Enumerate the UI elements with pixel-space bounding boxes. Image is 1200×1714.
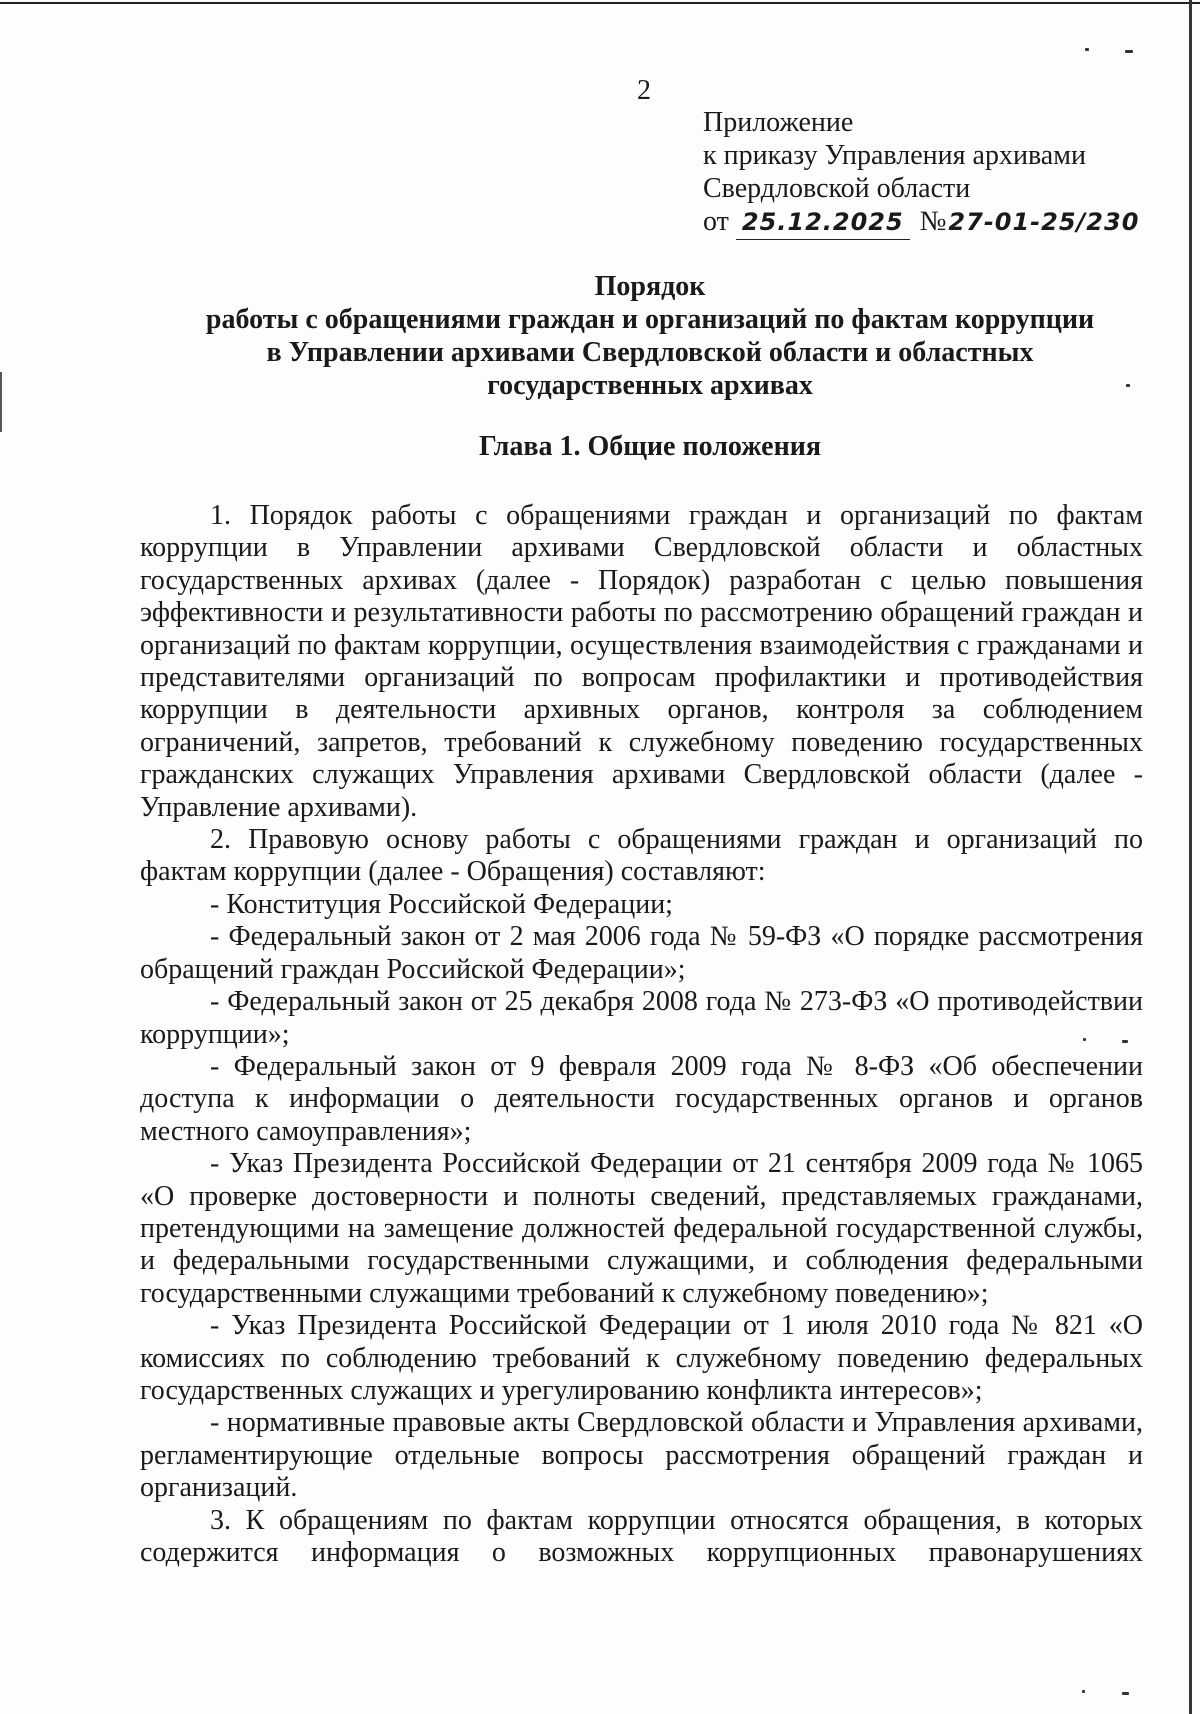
scan-speck [1122,1692,1129,1695]
list-item: - Федеральный закон от 25 декабря 2008 года № 273-ФЗ «О противодействии коррупции»; [140,986,1143,1050]
scan-speck [1085,48,1089,51]
scan-speck [1082,1690,1085,1693]
document-title [120,270,1180,402]
appendix-line: Свердловской области [703,173,971,204]
handwritten-number: 27-01-25/230 [948,208,1140,236]
appendix-line: Приложение [703,107,854,138]
list-item: - Указ Президента Российской Федерации от 1 июля 2010 года № 821 «О комиссиях по соблюдению требований к служебному поведению федеральных государственных служащих и урегулированию конфликта интересов»; [140,1310,1143,1406]
date-prefix: от [703,206,729,237]
paragraph: 1. Порядок работы с обращениями граждан и организаций по фактам коррупции в Управлении архивами Свердловской области и областных государственных архивах (далее - Порядок) разработан с целью повышения эффективности и результативности работы по рассмотрению обращений граждан и организаций по фактам коррупции, осуществления взаимодействия с гражданами и представителями организаций по вопросам профилактики и противодействия коррупции в деятельности архивных органов, контроля за соблюдением ограничений, запретов, требований к служебному поведению государственных гражданских служащих Управления архивами Свердловской области (далее - Управление архивами). [140,500,1143,823]
title-line: в Управлении архивами Свердловской области и областных [266,337,1034,368]
appendix-line: к приказу Управления архивами [703,140,1086,171]
number-prefix: № [919,206,947,237]
scan-border-left [0,372,2,432]
scan-speck [1125,50,1133,53]
scan-border-top [0,2,1200,4]
title-line: работы с обращениями граждан и организаций по фактам коррупции [205,304,1095,335]
document-body [140,500,1143,1569]
appendix-block [703,106,1143,240]
appendix-date-line [703,205,1143,240]
paragraph: 2. Правовую основу работы с обращениями граждан и организаций по фактам коррупции (далее - Обращения) составляют: [140,824,1143,888]
list-item: - Конституция Российской Федерации; [210,888,673,920]
list-item: - Указ Президента Российской Федерации от 21 сентября 2009 года № 1065 «О проверке достоверности и полноты сведений, представляемых гражданами, претендующими на замещение должностей федеральной государственной службы, и федеральными государственными служащими, и соблюдения федеральными государственными служащими требований к служебному поведению»; [140,1148,1143,1309]
handwritten-date: 25.12.2025 [736,206,910,240]
page-number: 2 [637,75,651,106]
list-item: - Федеральный закон от 2 мая 2006 года № 59-ФЗ «О порядке рассмотрения обращений граждан Российской Федерации»; [140,921,1143,985]
paragraph: 3. К обращениям по фактам коррупции относятся обращения, в которых содержится информация о возможных коррупционных правонарушениях [140,1504,1143,1568]
list-item: - Федеральный закон от 9 февраля 2009 года № 8-ФЗ «Об обеспечении доступа к информации о деятельности государственных органов и органов местного самоуправления»; [140,1050,1143,1147]
scan-border-right [1189,0,1192,1714]
title-line: Порядок [594,271,706,302]
title-line: государственных архивах [487,370,813,401]
chapter-heading: Глава 1. Общие положения [478,431,821,462]
list-item: - нормативные правовые акты Свердловской области и Управления архивами, регламентирующие отдельные вопросы рассмотрения обращений граждан и организаций. [140,1407,1143,1504]
